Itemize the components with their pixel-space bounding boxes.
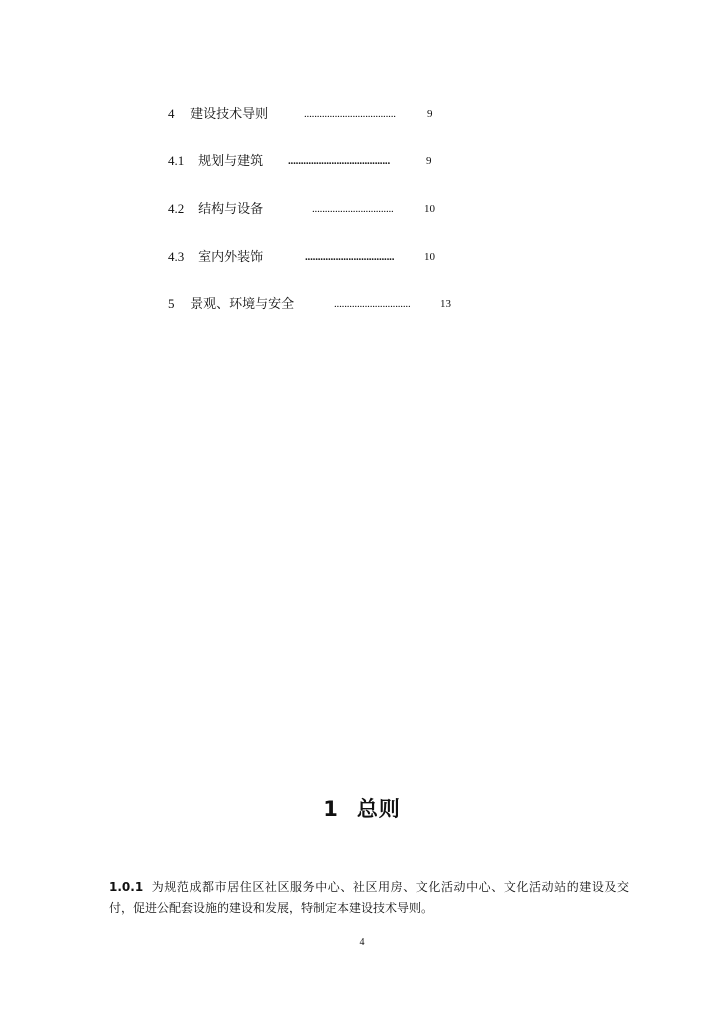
toc-entry-number: 4.3 — [168, 249, 185, 264]
toc-entry-title: 建设技术导则 — [190, 107, 269, 122]
toc-entry-title: 室内外装饰 — [198, 250, 264, 265]
chapter-title: 总则 — [356, 797, 401, 821]
toc-entry-leader: ........................................ — [288, 155, 391, 167]
toc-entry-page: 9 — [427, 108, 433, 120]
toc-entry-number: 5 — [168, 296, 175, 311]
toc-entry-leader: .................................... — [304, 108, 396, 120]
toc-entry-number: 4.2 — [168, 201, 185, 216]
toc-entry-number: 4 — [168, 106, 175, 121]
page-number: 4 — [359, 937, 365, 948]
toc-entry[interactable] — [168, 104, 433, 124]
toc-entry-leader: ................................ — [312, 203, 394, 215]
clause-number: 1.0.1 — [109, 880, 144, 894]
toc-entry[interactable] — [168, 199, 435, 219]
toc-entry-page: 13 — [440, 298, 451, 310]
chapter-heading — [0, 793, 724, 823]
toc-entry[interactable] — [168, 151, 432, 171]
toc-entry-leader: .............................. — [334, 298, 411, 310]
toc-entry[interactable] — [168, 294, 451, 314]
toc-entry-title: 景观、环境与安全 — [190, 297, 295, 312]
clause-paragraph — [109, 877, 629, 919]
toc-entry-leader: ................................... — [305, 251, 395, 263]
toc-entry-page: 10 — [424, 251, 435, 263]
chapter-number: 1 — [323, 797, 339, 821]
toc-entry-page: 9 — [426, 155, 432, 167]
toc-entry-title: 规划与建筑 — [198, 154, 264, 169]
toc-entry-title: 结构与设备 — [198, 202, 264, 217]
toc-entry[interactable] — [168, 247, 435, 267]
toc-entry-page: 10 — [424, 203, 435, 215]
clause-text: 为规范成都市居住区社区服务中心、社区用房、文化活动中心、文化活动站的建设及交付，促进公配套设施的建设和发展，特制定本建设技术导则。 — [109, 880, 629, 915]
toc-entry-number: 4.1 — [168, 153, 185, 168]
